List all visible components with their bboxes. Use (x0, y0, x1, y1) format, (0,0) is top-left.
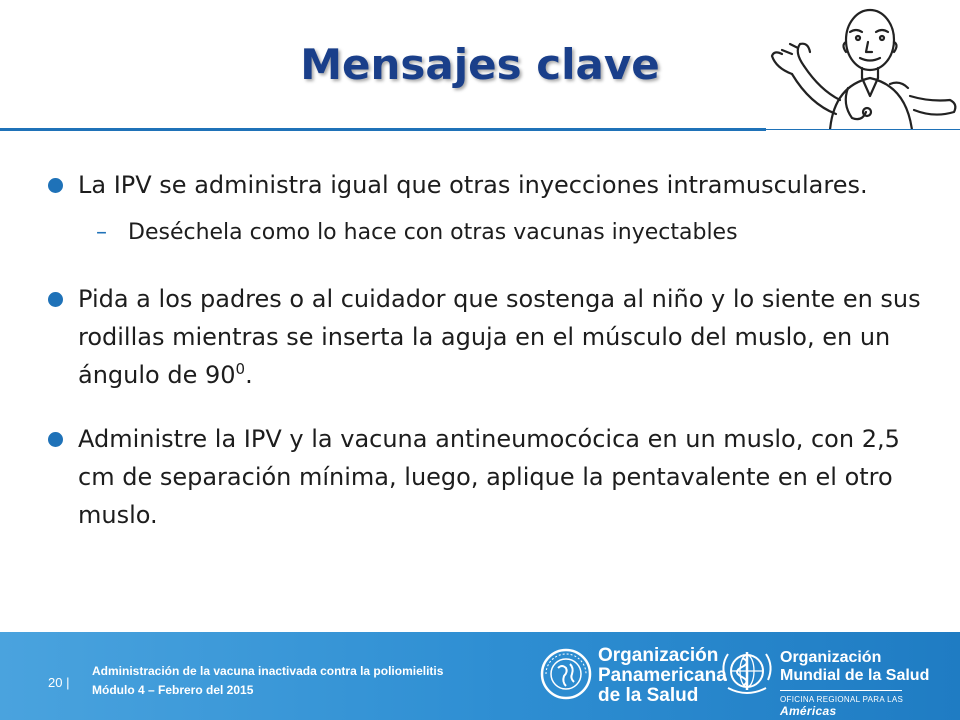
bullet-dot (48, 432, 63, 447)
paho-name: Organización Panamericana de la Salud (598, 645, 727, 706)
slide-title: Mensajes clave (300, 40, 660, 89)
bullet-2-end: . (245, 361, 253, 389)
title-rule-thin (766, 129, 960, 130)
doctor-illustration (770, 4, 960, 130)
footer-line-2: Módulo 4 – Febrero del 2015 (92, 683, 254, 697)
bullet-dot (48, 292, 63, 307)
who-regional-office: OFICINA REGIONAL PARA LAS Américas (780, 695, 904, 718)
paho-seal-icon (540, 648, 592, 700)
content-area (48, 166, 928, 534)
footer-line-1: Administración de la vacuna inactivada contra la poliomielitis (92, 664, 444, 678)
sub-bullet-1-text: Deséchela como lo hace con otras vacunas inyectables (128, 220, 738, 245)
bullet-3 (48, 420, 928, 534)
bullet-2 (48, 280, 928, 394)
bullet-1 (48, 166, 928, 204)
bullet-1-text: La IPV se administra igual que otras inyecciones intramusculares. (78, 171, 868, 199)
who-name: Organización Mundial de la Salud (780, 649, 930, 684)
footer-caption (92, 662, 443, 700)
dash-marker: – (96, 220, 107, 245)
bullet-dot (48, 178, 63, 193)
bullet-2-text: Pida a los padres o al cuidador que sostenga al niño y lo siente en sus rodillas mientras se inserta la aguja en el músculo del muslo, en un ángulo de 90 (78, 285, 921, 389)
degree-superscript: 0 (235, 360, 246, 378)
page-number: 20 | (48, 675, 70, 690)
who-emblem-icon (718, 644, 776, 702)
title-rule (0, 128, 766, 131)
who-divider (780, 690, 902, 691)
bullet-3-text: Administre la IPV y la vacuna antineumocócica en un muslo, con 2,5 cm de separación mínima, luego, aplique la pentavalente en el otro muslo. (78, 425, 900, 529)
footer-bar (0, 632, 960, 720)
sub-bullet-1 (48, 214, 928, 252)
